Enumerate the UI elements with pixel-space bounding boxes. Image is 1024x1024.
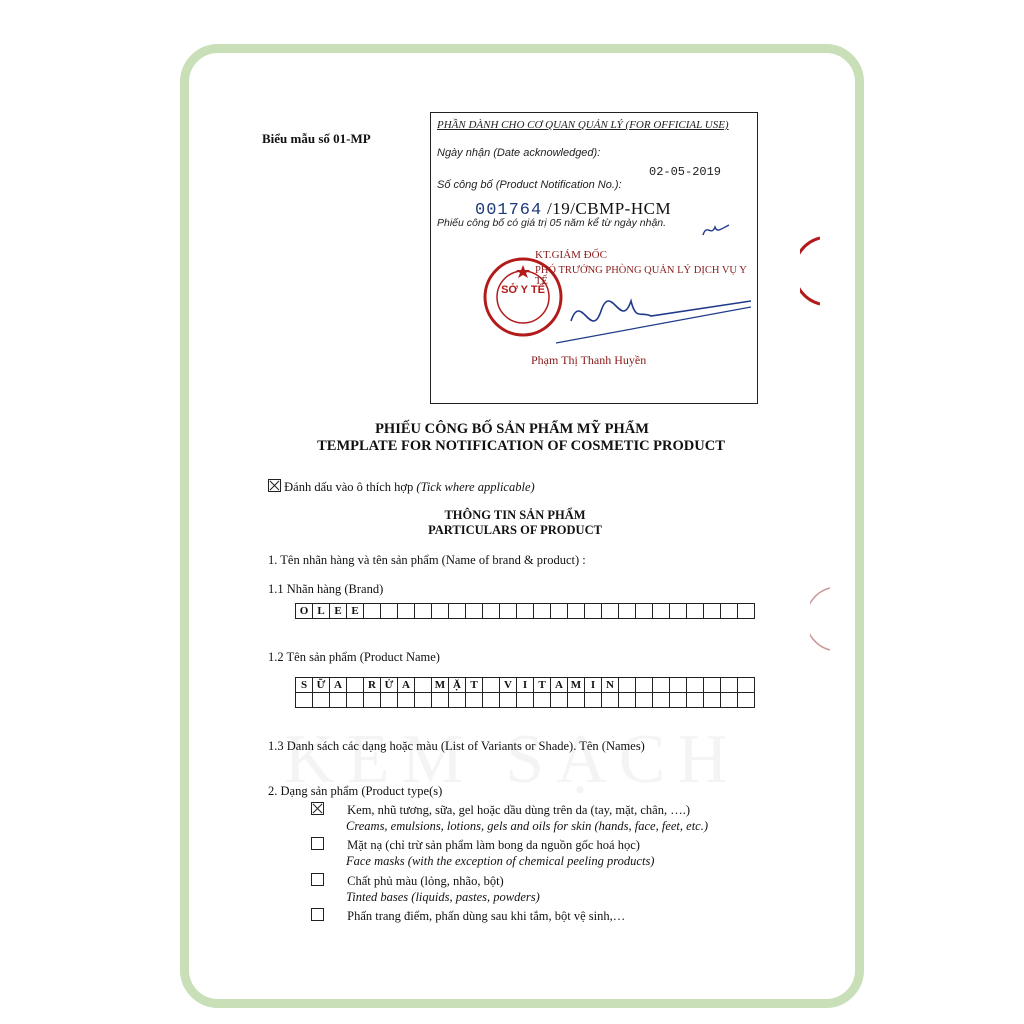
product-name-row <box>296 678 755 693</box>
signer-name: Phạm Thị Thanh Huyền <box>531 353 647 367</box>
grid-cell: E <box>330 604 347 619</box>
notification-number-stamped: 001764 <box>475 201 543 220</box>
grid-cell <box>347 693 364 708</box>
product-type-4-vn: Phấn trang điểm, phấn dùng sau khi tắm, bột vệ sinh,… <box>347 909 626 923</box>
grid-cell: I <box>517 678 534 693</box>
grid-cell <box>704 693 721 708</box>
product-type-2[interactable] <box>311 837 640 853</box>
grid-cell: T <box>466 678 483 693</box>
grid-cell <box>602 604 619 619</box>
signer-department: PHÓ TRƯỞNG PHÒNG QUẢN LÝ DỊCH VỤ Y TẾ <box>535 265 747 287</box>
grid-cell: A <box>551 678 568 693</box>
grid-cell <box>432 693 449 708</box>
grid-cell <box>432 604 449 619</box>
side-stamp-icon <box>800 236 820 306</box>
product-type-2-en: Face masks (with the exception of chemical peeling products) <box>346 854 655 868</box>
product-type-3-vn: Chất phủ màu (lỏng, nhão, bột) <box>347 874 504 888</box>
grid-cell <box>670 693 687 708</box>
grid-cell <box>670 678 687 693</box>
grid-cell: I <box>585 678 602 693</box>
section-title-vn: THÔNG TIN SẢN PHẨM <box>444 508 586 522</box>
grid-cell <box>466 604 483 619</box>
grid-cell <box>704 678 721 693</box>
question-1-2: 1.2 Tên sản phẩm (Product Name) <box>268 650 440 664</box>
grid-cell <box>551 604 568 619</box>
grid-cell: M <box>568 678 585 693</box>
grid-cell <box>619 678 636 693</box>
notification-number-label: Số công bố (Product Notification No.): <box>437 179 622 191</box>
grid-cell: N <box>602 678 619 693</box>
product-type-4[interactable] <box>311 908 625 924</box>
grid-cell: S <box>296 678 313 693</box>
grid-cell: L <box>313 604 330 619</box>
grid-cell <box>653 678 670 693</box>
grid-cell: A <box>330 678 347 693</box>
notification-number-suffix: /19/CBMP-HCM <box>546 199 672 218</box>
question-2: 2. Dạng sản phẩm (Product type(s) <box>268 784 443 798</box>
grid-cell <box>602 693 619 708</box>
grid-cell <box>653 604 670 619</box>
grid-cell <box>534 604 551 619</box>
grid-cell: R <box>364 678 381 693</box>
product-type-2-checkbox[interactable] <box>311 837 324 850</box>
grid-cell <box>687 678 704 693</box>
validity-note: Phiếu công bố có giá trị 05 năm kể từ ngày nhận. <box>437 217 667 229</box>
grid-cell <box>687 693 704 708</box>
grid-cell <box>636 693 653 708</box>
grid-cell: A <box>398 678 415 693</box>
product-name-row-lower <box>296 693 755 708</box>
grid-cell <box>466 693 483 708</box>
product-type-4-checkbox[interactable] <box>311 908 324 921</box>
grid-cell <box>500 693 517 708</box>
grid-cell <box>653 693 670 708</box>
grid-cell: O <box>296 604 313 619</box>
signer-title: KT.GIÁM ĐỐC <box>535 249 607 261</box>
grid-cell: Ặ <box>449 678 466 693</box>
form-title-en: TEMPLATE FOR NOTIFICATION OF COSMETIC PRODUCT <box>317 438 725 454</box>
grid-cell <box>296 693 313 708</box>
grid-cell <box>398 693 415 708</box>
grid-cell: V <box>500 678 517 693</box>
product-type-2-vn: Mặt nạ (chỉ trừ sản phẩm làm bong da nguồn gốc hoá học) <box>347 838 640 852</box>
side-seal-icon <box>810 586 830 652</box>
brand-grid <box>295 603 755 619</box>
grid-cell <box>449 693 466 708</box>
grid-cell <box>500 604 517 619</box>
product-type-1-vn: Kem, nhũ tương, sữa, gel hoặc dầu dùng trên da (tay, mặt, chân, ….) <box>347 803 690 817</box>
grid-cell <box>568 693 585 708</box>
grid-cell: E <box>347 604 364 619</box>
product-name-grid <box>295 677 755 708</box>
grid-cell <box>449 604 466 619</box>
tick-example-checkbox <box>268 479 281 492</box>
grid-cell: M <box>432 678 449 693</box>
grid-cell <box>636 678 653 693</box>
form-code: Biểu mẫu số 01-MP <box>262 131 371 146</box>
grid-cell <box>483 693 500 708</box>
product-type-1-en: Creams, emulsions, lotions, gels and oils for skin (hands, face, feet, etc.) <box>346 819 708 833</box>
grid-cell <box>687 604 704 619</box>
tick-note-en: (Tick where applicable) <box>416 480 535 494</box>
grid-cell: T <box>534 678 551 693</box>
grid-cell <box>517 693 534 708</box>
grid-cell <box>636 604 653 619</box>
grid-cell <box>551 693 568 708</box>
grid-cell <box>721 604 738 619</box>
question-1-3: 1.3 Danh sách các dạng hoặc màu (List of Variants or Shade). Tên (Names) <box>268 739 645 753</box>
official-header: PHẦN DÀNH CHO CƠ QUAN QUẢN LÝ (FOR OFFICIAL USE) <box>437 119 729 131</box>
grid-cell <box>738 604 755 619</box>
grid-cell <box>330 693 347 708</box>
grid-cell <box>738 693 755 708</box>
grid-cell <box>415 604 432 619</box>
grid-cell <box>483 604 500 619</box>
brand-row <box>296 604 755 619</box>
watermark <box>0 720 1024 800</box>
tick-instruction <box>268 479 535 495</box>
section-title-en: PARTICULARS OF PRODUCT <box>428 523 602 537</box>
question-1-1: 1.1 Nhãn hàng (Brand) <box>268 582 384 596</box>
grid-cell <box>415 693 432 708</box>
grid-cell <box>619 604 636 619</box>
grid-cell <box>619 693 636 708</box>
grid-cell <box>704 604 721 619</box>
grid-cell <box>585 604 602 619</box>
grid-cell <box>415 678 432 693</box>
grid-cell <box>721 693 738 708</box>
grid-cell <box>364 693 381 708</box>
stamp-text: SỞ Y TẾ <box>501 284 545 296</box>
grid-cell: Ử <box>381 678 398 693</box>
grid-cell <box>517 604 534 619</box>
grid-cell <box>398 604 415 619</box>
grid-cell <box>568 604 585 619</box>
product-type-1-checkbox[interactable] <box>311 802 324 815</box>
product-type-3-checkbox[interactable] <box>311 873 324 886</box>
grid-cell <box>381 693 398 708</box>
grid-cell <box>721 678 738 693</box>
grid-cell <box>364 604 381 619</box>
tick-note-vn: Đánh dấu vào ô thích hợp <box>284 480 414 494</box>
grid-cell <box>347 678 364 693</box>
initial-mark-icon <box>701 219 731 239</box>
date-value: 02-05-2019 <box>649 165 722 179</box>
grid-cell <box>738 678 755 693</box>
grid-cell <box>585 693 602 708</box>
form-title-vn: PHIẾU CÔNG BỐ SẢN PHẨM MỸ PHẨM <box>375 421 649 437</box>
signature-icon <box>551 281 751 351</box>
product-type-3-en: Tinted bases (liquids, pastes, powders) <box>346 890 540 904</box>
product-type-3[interactable] <box>311 873 504 889</box>
grid-cell <box>670 604 687 619</box>
product-type-1[interactable] <box>311 802 690 818</box>
date-label: Ngày nhận (Date acknowledged): <box>437 147 601 159</box>
grid-cell <box>313 693 330 708</box>
grid-cell: Ữ <box>313 678 330 693</box>
question-1: 1. Tên nhãn hàng và tên sản phẩm (Name of brand & product) : <box>268 553 586 567</box>
grid-cell <box>381 604 398 619</box>
grid-cell <box>483 678 500 693</box>
grid-cell <box>534 693 551 708</box>
official-use-box <box>430 112 758 404</box>
